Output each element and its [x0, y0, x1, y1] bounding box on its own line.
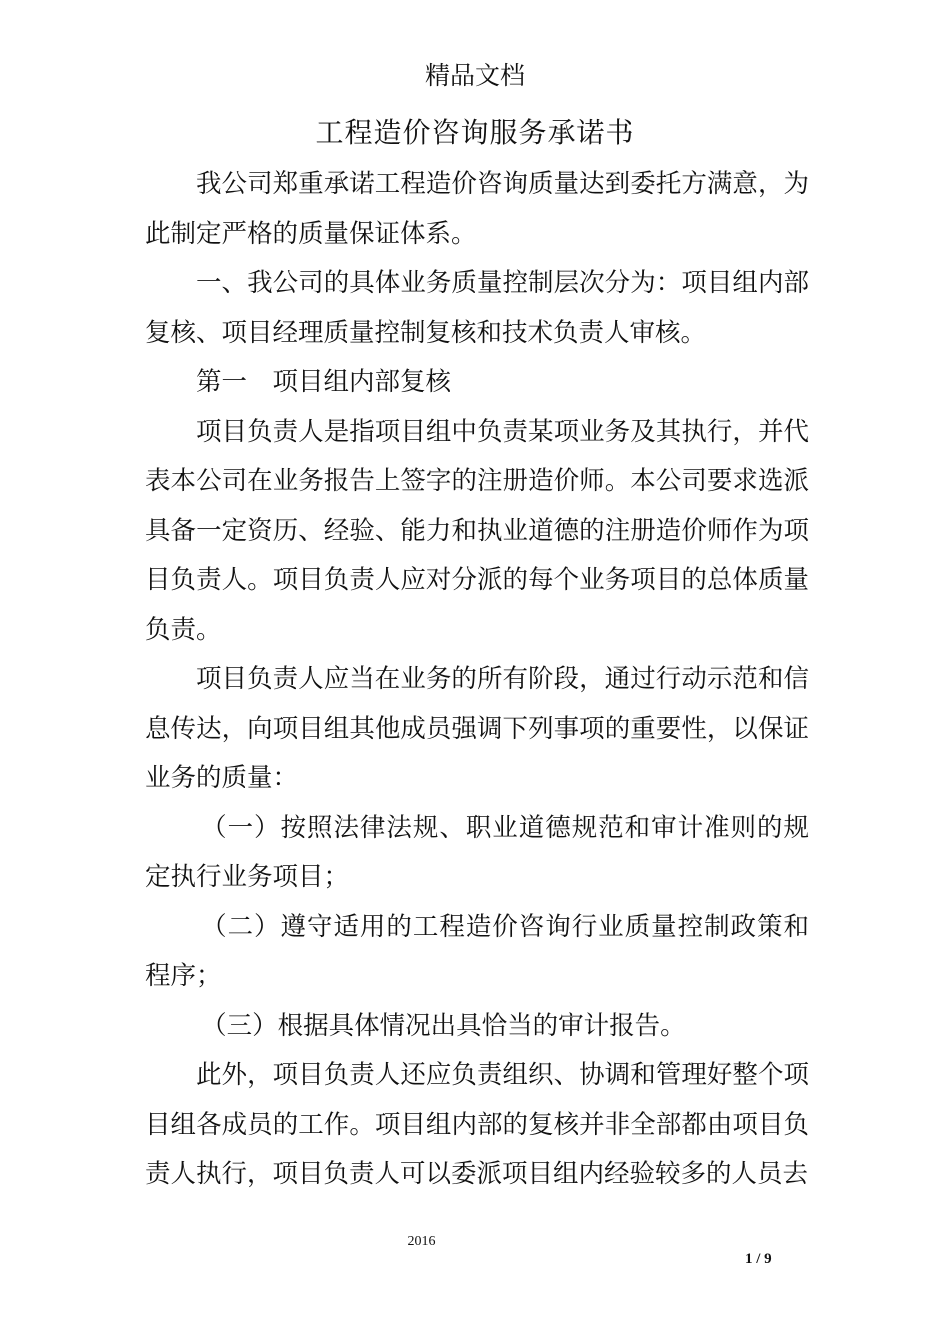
- list-item-2: （二）遵守适用的工程造价咨询行业质量控制政策和程序；: [145, 911, 809, 991]
- footer-year: 2016: [407, 1234, 436, 1249]
- document-body: [145, 160, 809, 1200]
- paragraph-leader-duties: 项目负责人应当在业务的所有阶段，通过行动示范和信息传达，向项目组其他成员强调下列事项的重要性，以保证业务的质量：: [145, 664, 809, 793]
- paragraph-additional: 此外，项目负责人还应负责组织、协调和管理好整个项目组各成员的工作。项目组内部的复核并非全部都由项目负责人执行，项目负责人可以委派项目组内经验较多的人员去: [145, 1060, 809, 1189]
- page-number: 1 / 9: [745, 1251, 772, 1267]
- list-item-1: （一）按照法律法规、职业道德规范和审计准则的规定执行业务项目；: [145, 812, 809, 892]
- page-header: 精品文档: [424, 61, 525, 90]
- list-item-3: （三）根据具体情况出具恰当的审计报告。: [201, 1010, 686, 1041]
- document-title: 工程造价咨询服务承诺书: [315, 116, 635, 149]
- section-heading-first: 第一 项目组内部复核: [196, 367, 452, 397]
- paragraph-control-levels: 一、我公司的具体业务质量控制层次分为：项目组内部复核、项目经理质量控制复核和技术负责人审核。: [145, 268, 809, 348]
- paragraph-project-leader: 项目负责人是指项目组中负责某项业务及其执行，并代表本公司在业务报告上签字的注册造价师。本公司要求选派具备一定资历、经验、能力和执业道德的注册造价师作为项目负责人。项目负责人应对分派的每个业务项目的总体质量负责。: [145, 416, 809, 645]
- paragraph-intro: 我公司郑重承诺工程造价咨询质量达到委托方满意，为此制定严格的质量保证体系。: [145, 169, 809, 249]
